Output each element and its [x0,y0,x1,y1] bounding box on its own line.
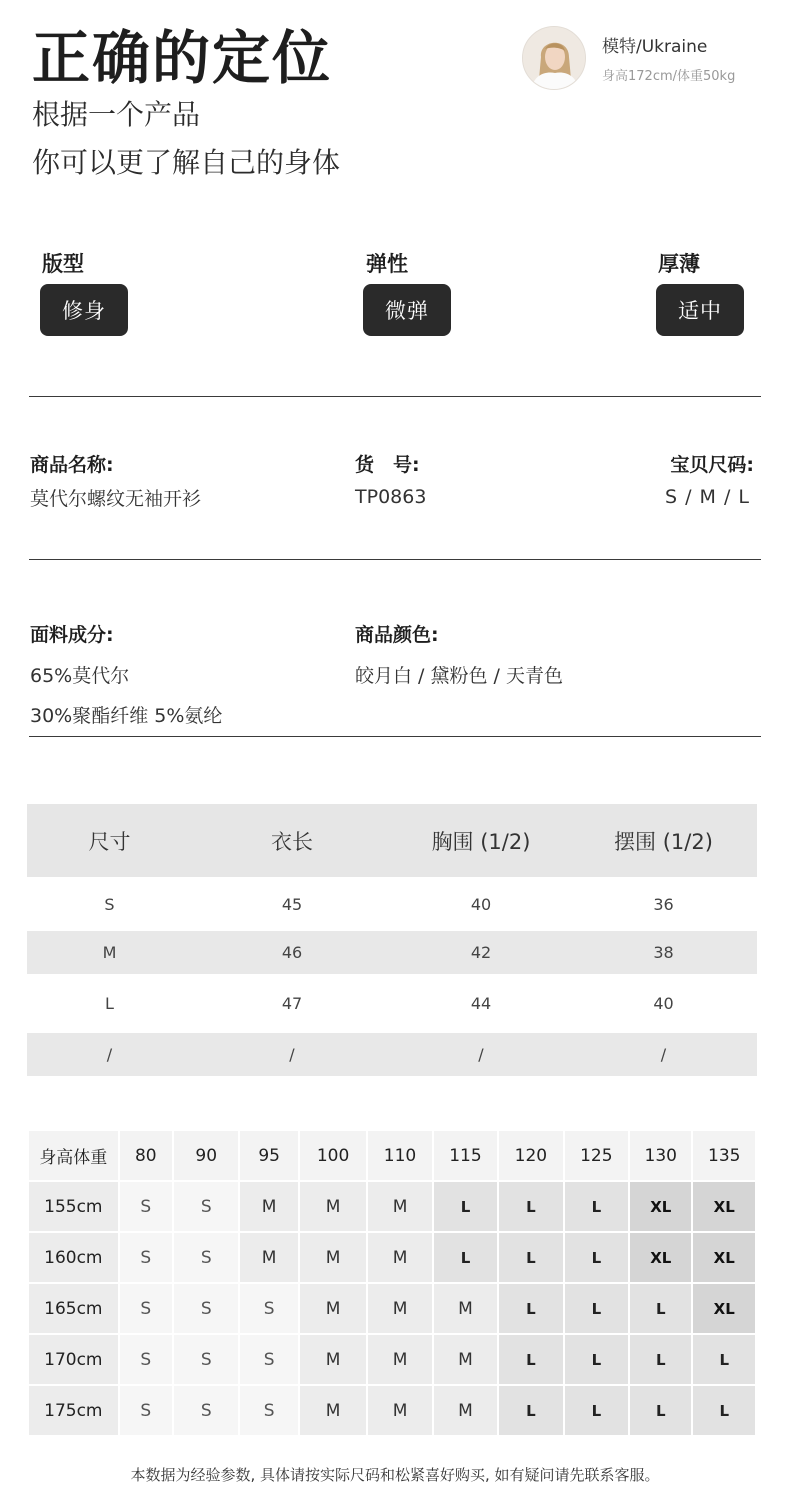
table-cell: 45 [192,877,392,931]
table-cell: 38 [570,931,757,974]
subtitle-line-2: 你可以更了解自己的身体 [32,146,341,179]
size-cell: XL [693,1182,755,1231]
size-cell: L [630,1284,691,1333]
color-label: 商品颜色: [355,624,439,646]
table-cell: 40 [392,877,570,931]
size-cell: M [434,1284,497,1333]
fit-grid-row [29,1233,755,1282]
table-cell: 44 [392,974,570,1033]
size-cell: L [499,1284,562,1333]
divider [29,559,761,560]
table-cell: / [27,1033,192,1076]
divider [29,396,761,397]
fabric-line-1: 65%莫代尔 [30,665,130,687]
size-cell: L [693,1386,755,1435]
page-title: 正确的定位 [32,24,333,92]
weight-header-cell: 80 [120,1131,172,1180]
size-cell: L [565,1284,628,1333]
sizes-label: 宝贝尺码: [670,454,754,476]
fit-label: 版型 [42,252,84,276]
height-header-cell: 170cm [29,1335,118,1384]
color-value: 皎月白 / 黛粉色 / 天青色 [355,665,563,687]
sku-label: 货 号: [355,454,420,476]
table-cell: M [27,931,192,974]
header-cell: 摆围 (1/2) [570,804,757,877]
height-header-cell: 160cm [29,1233,118,1282]
fabric-label: 面料成分: [30,624,114,646]
model-avatar [522,26,586,90]
elasticity-badge: 微弹 [363,284,451,336]
size-cell: M [368,1284,431,1333]
fit-grid [27,1129,757,1437]
size-cell: L [693,1335,755,1384]
weight-header-cell: 135 [693,1131,755,1180]
size-cell: L [499,1233,562,1282]
size-cell: M [300,1233,366,1282]
size-cell: S [174,1335,238,1384]
size-cell: XL [630,1233,691,1282]
table-cell: / [192,1033,392,1076]
size-cell: L [499,1182,562,1231]
model-stats: 身高172cm/体重50kg [602,69,736,84]
weight-header-cell: 110 [368,1131,431,1180]
size-cell: L [434,1233,497,1282]
size-cell: M [368,1335,431,1384]
fit-grid-row [29,1182,755,1231]
size-cell: M [434,1335,497,1384]
size-cell: S [120,1233,172,1282]
size-cell: S [120,1335,172,1384]
size-cell: S [240,1284,297,1333]
size-cell: M [240,1182,297,1231]
weight-header-cell: 115 [434,1131,497,1180]
size-table [27,804,757,1076]
sizes-value: S / M / L [665,486,750,508]
table-cell: 47 [192,974,392,1033]
size-cell: S [174,1182,238,1231]
product-name-value: 莫代尔螺纹无袖开衫 [30,488,202,510]
table-cell: L [27,974,192,1033]
size-cell: XL [693,1284,755,1333]
size-cell: L [630,1386,691,1435]
table-cell: S [27,877,192,931]
model-portrait-icon [523,27,586,90]
size-cell: L [565,1386,628,1435]
subtitle-line-1: 根据一个产品 [32,98,201,131]
size-cell: L [499,1335,562,1384]
table-cell: / [570,1033,757,1076]
size-cell: M [434,1386,497,1435]
model-name: 模特/Ukraine [602,37,708,57]
sku-value: TP0863 [355,486,427,508]
size-cell: XL [630,1182,691,1231]
table-cell: 36 [570,877,757,931]
product-name-label: 商品名称: [30,454,114,476]
size-cell: S [120,1284,172,1333]
size-cell: M [300,1335,366,1384]
table-cell: 42 [392,931,570,974]
footer-note: 本数据为经验参数, 具体请按实际尺码和松紧喜好购买, 如有疑问请先联系客服。 [130,1466,660,1484]
size-cell: L [434,1182,497,1231]
table-cell: / [392,1033,570,1076]
table-row [27,877,757,931]
size-cell: M [300,1386,366,1435]
weight-header-cell: 95 [240,1131,297,1180]
weight-header-cell: 125 [565,1131,628,1180]
size-cell: M [300,1182,366,1231]
size-table-header [27,804,757,877]
weight-header-cell: 120 [499,1131,562,1180]
table-cell: 40 [570,974,757,1033]
weight-header-cell: 90 [174,1131,238,1180]
size-cell: L [565,1335,628,1384]
size-cell: S [174,1233,238,1282]
header-cell: 胸围 (1/2) [392,804,570,877]
size-cell: S [174,1284,238,1333]
table-cell: 46 [192,931,392,974]
size-cell: M [368,1182,431,1231]
weight-header-cell: 130 [630,1131,691,1180]
size-cell: L [499,1386,562,1435]
table-row [27,1033,757,1076]
size-cell: M [300,1284,366,1333]
size-cell: M [368,1386,431,1435]
fit-grid-row [29,1284,755,1333]
height-header-cell: 175cm [29,1386,118,1435]
header-cell: 尺寸 [27,804,192,877]
height-header-cell: 165cm [29,1284,118,1333]
size-cell: S [120,1386,172,1435]
fit-grid-header [29,1131,755,1180]
thickness-label: 厚薄 [658,252,700,276]
table-row [27,974,757,1033]
fit-badge: 修身 [40,284,128,336]
fit-grid-row [29,1386,755,1435]
height-header-cell: 155cm [29,1182,118,1231]
weight-header-cell: 100 [300,1131,366,1180]
size-cell: L [565,1182,628,1231]
size-cell: L [630,1335,691,1384]
elasticity-label: 弹性 [366,252,408,276]
size-cell: S [120,1182,172,1231]
size-cell: S [240,1386,297,1435]
size-cell: M [368,1233,431,1282]
fabric-line-2: 30%聚酯纤维 5%氨纶 [30,705,223,727]
size-cell: S [174,1386,238,1435]
size-cell: S [240,1335,297,1384]
divider [29,736,761,737]
header-cell: 衣长 [192,804,392,877]
size-cell: L [565,1233,628,1282]
size-cell: XL [693,1233,755,1282]
fit-grid-corner: 身高体重 [29,1131,118,1180]
fit-grid-row [29,1335,755,1384]
table-row [27,931,757,974]
size-cell: M [240,1233,297,1282]
thickness-badge: 适中 [656,284,744,336]
